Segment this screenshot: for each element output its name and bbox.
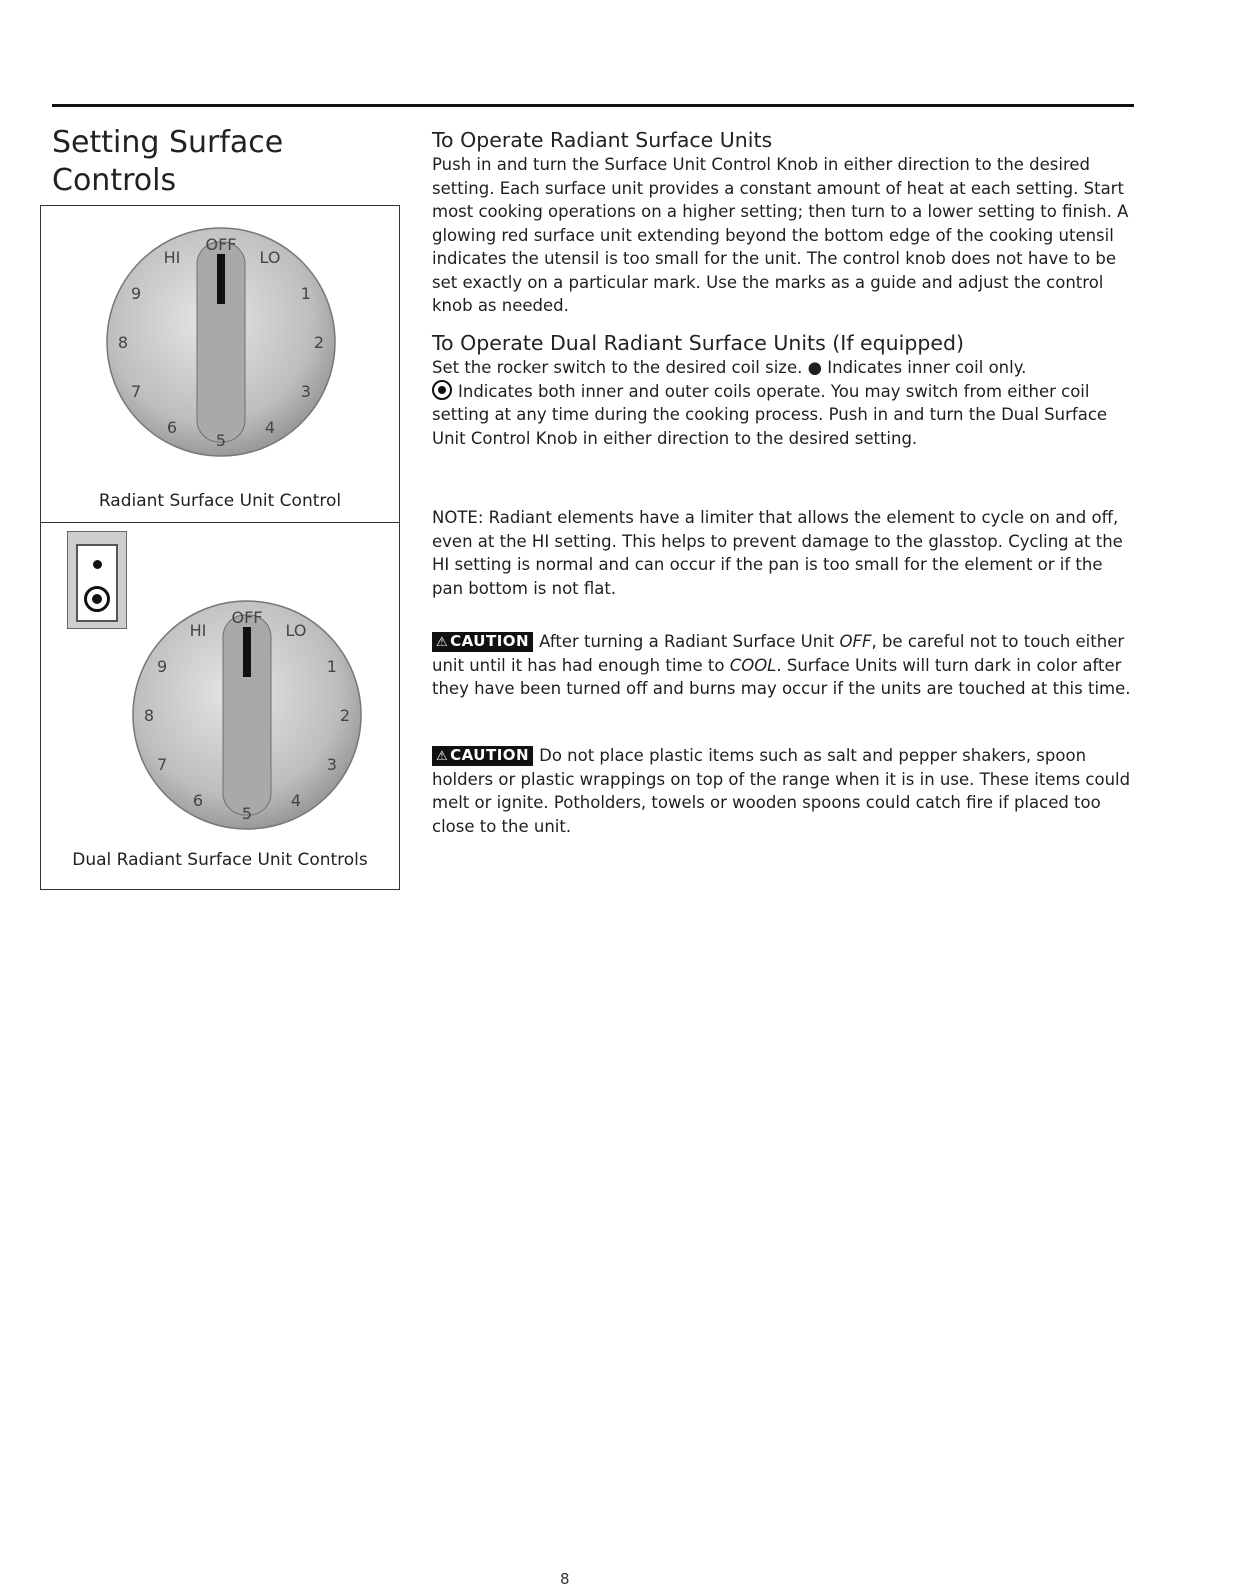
ring-dot-icon: [432, 380, 452, 400]
knob-label: 7: [131, 382, 142, 401]
figure-radiant-control: [40, 205, 400, 523]
section-body: [432, 356, 1132, 450]
section-heading: To Operate Radiant Surface Units: [432, 128, 773, 152]
caution-emphasis: OFF: [839, 632, 872, 651]
dual-line2: Indicates both inner and outer coils operate. You may switch from either coil setting at any time during the cooking process. Push in and turn the Dual Surface Unit Control Knob in either direction to the desired setting.: [432, 381, 1108, 448]
knob-label: 1: [300, 284, 311, 303]
caution-1: [432, 630, 1132, 701]
knob-pointer: [217, 254, 225, 304]
knob-label: HI: [189, 621, 207, 641]
dual-section: [432, 330, 1132, 450]
knob-label: 7: [157, 755, 168, 774]
knob-label: 4: [290, 790, 302, 810]
knob-label: OFF: [205, 235, 237, 254]
rocker-switch-illustration: [67, 531, 127, 629]
knob-label: HI: [163, 248, 181, 268]
caution-badge: ⚠ CAUTION: [432, 632, 533, 652]
caution-text: After turning a Radiant Surface Unit: [539, 632, 835, 651]
inner-coil-icon: [93, 560, 102, 569]
figure-dual-control: [40, 522, 400, 890]
knob-label: 3: [300, 382, 311, 401]
knob-label: 9: [157, 657, 168, 676]
warning-icon: ⚠: [436, 749, 449, 764]
caution-text: Do not place plastic items such as salt and pepper shakers, spoon holders or plastic wrappings on top of the range when it is in use. These items could melt or ignite. Potholders, towels or wooden spoons could catch fire if placed too close to the unit.: [432, 746, 1131, 836]
page-title: Setting Surface Controls: [52, 125, 284, 198]
knob-label: LO: [259, 248, 281, 268]
section-body: Push in and turn the Surface Unit Control Knob in either direction to the desired setting. Each surface unit provides a constant amount of heat at each setting. Start most cooking operations on a higher setting; then turn to a lower setting to finish. A glowing red surface unit extending beyond the bottom edge of the cooking utensil indicates the utensil is too small for the unit. The control knob does not have to be set exactly on a particular mark. Use the marks as a guide and adjust the control knob as needed.: [432, 155, 1129, 315]
caution-text: , be careful not to touch either unit until it has had enough time to: [432, 632, 1125, 675]
figure-caption: Radiant Surface Unit Control: [98, 491, 342, 511]
knob-label: 9: [131, 284, 142, 303]
knob-label: 6: [166, 417, 178, 437]
page-number: 8: [560, 1570, 570, 1588]
warning-icon: ⚠: [436, 635, 449, 650]
knob-pointer: [243, 627, 251, 677]
knob-label: 3: [326, 755, 337, 774]
knob-label: OFF: [231, 608, 263, 627]
dual-line1-after: Indicates inner coil only.: [827, 358, 1027, 377]
dual-line1-before: Set the rocker switch to the desired coil size.: [432, 358, 803, 377]
dual-control-knob-illustration: [129, 597, 365, 833]
filled-dot-icon: ●: [807, 358, 823, 377]
knob-label: 1: [326, 657, 337, 676]
knob-label: 4: [264, 417, 276, 437]
knob-label: 8: [117, 333, 129, 352]
note-paragraph: [432, 506, 1132, 600]
caution-text: . Surface Units will turn dark in color after they have been turned off and burns may occur if the units are touched at this time.: [432, 655, 1131, 698]
knob-label: 5: [215, 431, 227, 450]
note-text: NOTE: Radiant elements have a limiter that allows the element to cycle on and off, even at the HI setting. This helps to prevent damage to the glasstop. Cycling at the HI setting is normal and can occur if the pan is too small for the element or if the pan bottom is not flat.: [432, 508, 1123, 598]
knob-label: 8: [143, 706, 155, 725]
knob-label: 2: [313, 333, 325, 352]
caution-2: [432, 744, 1132, 838]
top-rule: [52, 104, 1134, 107]
radiant-section: [432, 127, 1132, 318]
knob-label: 2: [339, 706, 351, 725]
caution-emphasis: COOL: [729, 655, 777, 675]
figure-caption: Dual Radiant Surface Unit Controls: [72, 850, 368, 870]
knob-label: 6: [192, 790, 204, 810]
section-heading: To Operate Dual Radiant Surface Units (If equipped): [432, 331, 965, 355]
knob-label: LO: [285, 621, 307, 641]
dual-coil-icon: [84, 586, 110, 612]
control-knob-illustration: [103, 224, 339, 460]
knob-label: 5: [241, 804, 253, 823]
caution-badge: ⚠ CAUTION: [432, 746, 533, 766]
